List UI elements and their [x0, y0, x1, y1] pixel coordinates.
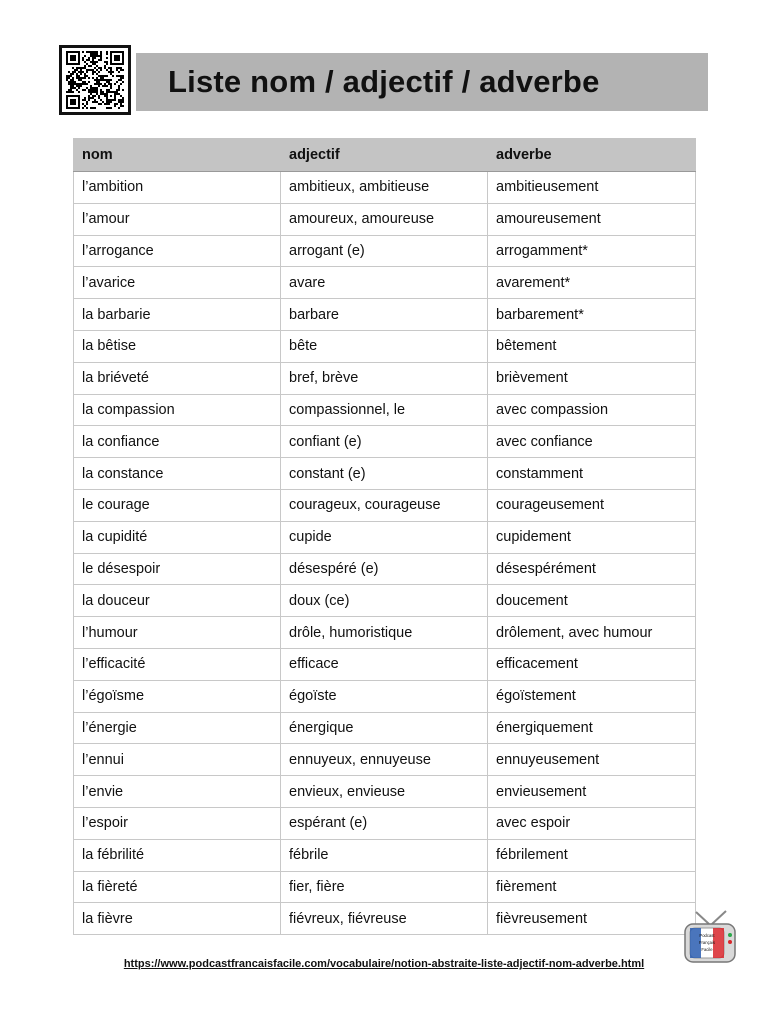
- qr-code: [59, 45, 131, 115]
- cell-nom: la constance: [74, 458, 281, 490]
- column-header-adjectif: adjectif: [281, 139, 488, 172]
- cell-adjectif: envieux, envieuse: [281, 776, 488, 808]
- table-row: [74, 712, 696, 744]
- table-row: [74, 839, 696, 871]
- qr-code-icon: [66, 51, 124, 109]
- cell-nom: l’arrogance: [74, 235, 281, 267]
- cell-nom: l’ambition: [74, 172, 281, 204]
- table-row: [74, 330, 696, 362]
- cell-adverbe: envieusement: [488, 776, 696, 808]
- cell-nom: l’avarice: [74, 267, 281, 299]
- table-row: [74, 172, 696, 204]
- table-row: [74, 521, 696, 553]
- logo-text-3: Facile: [701, 947, 713, 952]
- cell-adverbe: avec compassion: [488, 394, 696, 426]
- cell-adjectif: barbare: [281, 299, 488, 331]
- cell-adjectif: efficace: [281, 648, 488, 680]
- cell-adjectif: énergique: [281, 712, 488, 744]
- cell-adjectif: fier, fière: [281, 871, 488, 903]
- table-row: [74, 776, 696, 808]
- table-row: [74, 426, 696, 458]
- cell-adverbe: égoïstement: [488, 680, 696, 712]
- cell-adverbe: barbarement*: [488, 299, 696, 331]
- table-row: [74, 807, 696, 839]
- cell-adverbe: cupidement: [488, 521, 696, 553]
- table-row: [74, 585, 696, 617]
- cell-adverbe: courageusement: [488, 489, 696, 521]
- cell-adjectif: constant (e): [281, 458, 488, 490]
- source-url-link[interactable]: https://www.podcastfrancaisfacile.com/vocabulaire/notion-abstraite-liste-adjectif-nom-adverbe.html: [123, 958, 645, 970]
- cell-nom: l’envie: [74, 776, 281, 808]
- cell-adverbe: amoureusement: [488, 203, 696, 235]
- cell-adverbe: arrogamment*: [488, 235, 696, 267]
- table-row: [74, 871, 696, 903]
- cell-nom: la cupidité: [74, 521, 281, 553]
- vocabulary-table: [73, 138, 696, 935]
- cell-adjectif: compassionnel, le: [281, 394, 488, 426]
- table-row: [74, 235, 696, 267]
- table-header-row: [74, 139, 696, 172]
- cell-adjectif: avare: [281, 267, 488, 299]
- cell-adverbe: doucement: [488, 585, 696, 617]
- cell-nom: la douceur: [74, 585, 281, 617]
- cell-adverbe: fièvreusement: [488, 903, 696, 935]
- cell-adverbe: bêtement: [488, 330, 696, 362]
- cell-adverbe: fièrement: [488, 871, 696, 903]
- page-title: Liste nom / adjectif / adverbe: [168, 64, 600, 99]
- table-row: [74, 489, 696, 521]
- table-row: [74, 680, 696, 712]
- logo-text-1: Podcast: [699, 933, 715, 938]
- cell-nom: l’ennui: [74, 744, 281, 776]
- cell-nom: l’amour: [74, 203, 281, 235]
- cell-adverbe: avec confiance: [488, 426, 696, 458]
- cell-adjectif: drôle, humoristique: [281, 617, 488, 649]
- table-row: [74, 394, 696, 426]
- cell-adjectif: confiant (e): [281, 426, 488, 458]
- cell-nom: la barbarie: [74, 299, 281, 331]
- cell-adjectif: espérant (e): [281, 807, 488, 839]
- cell-adjectif: fébrile: [281, 839, 488, 871]
- cell-nom: le courage: [74, 489, 281, 521]
- tv-logo-icon: [682, 908, 738, 968]
- cell-adverbe: brièvement: [488, 362, 696, 394]
- cell-nom: la confiance: [74, 426, 281, 458]
- table-row: [74, 648, 696, 680]
- cell-nom: l’égoïsme: [74, 680, 281, 712]
- cell-adverbe: avarement*: [488, 267, 696, 299]
- cell-adjectif: amoureux, amoureuse: [281, 203, 488, 235]
- cell-adjectif: égoïste: [281, 680, 488, 712]
- cell-adjectif: arrogant (e): [281, 235, 488, 267]
- cell-nom: la fièreté: [74, 871, 281, 903]
- cell-adjectif: ennuyeux, ennuyeuse: [281, 744, 488, 776]
- cell-nom: la fébrilité: [74, 839, 281, 871]
- cell-adjectif: doux (ce): [281, 585, 488, 617]
- table-row: [74, 362, 696, 394]
- cell-adverbe: fébrilement: [488, 839, 696, 871]
- table-row: [74, 203, 696, 235]
- cell-adverbe: efficacement: [488, 648, 696, 680]
- column-header-adverbe: adverbe: [488, 139, 696, 172]
- table-row: [74, 617, 696, 649]
- cell-nom: la fièvre: [74, 903, 281, 935]
- cell-adjectif: courageux, courageuse: [281, 489, 488, 521]
- cell-nom: l’humour: [74, 617, 281, 649]
- cell-adverbe: désespérément: [488, 553, 696, 585]
- cell-nom: la compassion: [74, 394, 281, 426]
- cell-nom: la bêtise: [74, 330, 281, 362]
- cell-nom: l’efficacité: [74, 648, 281, 680]
- cell-adverbe: constamment: [488, 458, 696, 490]
- table-row: [74, 299, 696, 331]
- cell-nom: la briéveté: [74, 362, 281, 394]
- cell-adjectif: cupide: [281, 521, 488, 553]
- cell-adverbe: énergiquement: [488, 712, 696, 744]
- table-row: [74, 267, 696, 299]
- cell-nom: l’espoir: [74, 807, 281, 839]
- cell-adjectif: bête: [281, 330, 488, 362]
- cell-adjectif: fiévreux, fiévreuse: [281, 903, 488, 935]
- cell-nom: le désespoir: [74, 553, 281, 585]
- table-row: [74, 458, 696, 490]
- cell-adverbe: ambitieusement: [488, 172, 696, 204]
- table-row: [74, 903, 696, 935]
- table-row: [74, 744, 696, 776]
- table-row: [74, 553, 696, 585]
- column-header-nom: nom: [74, 139, 281, 172]
- cell-nom: l’énergie: [74, 712, 281, 744]
- cell-adjectif: ambitieux, ambitieuse: [281, 172, 488, 204]
- cell-adjectif: désespéré (e): [281, 553, 488, 585]
- title-bar: [136, 53, 708, 111]
- cell-adverbe: drôlement, avec humour: [488, 617, 696, 649]
- cell-adverbe: ennuyeusement: [488, 744, 696, 776]
- cell-adjectif: bref, brève: [281, 362, 488, 394]
- cell-adverbe: avec espoir: [488, 807, 696, 839]
- logo-text-2: Français: [698, 940, 716, 945]
